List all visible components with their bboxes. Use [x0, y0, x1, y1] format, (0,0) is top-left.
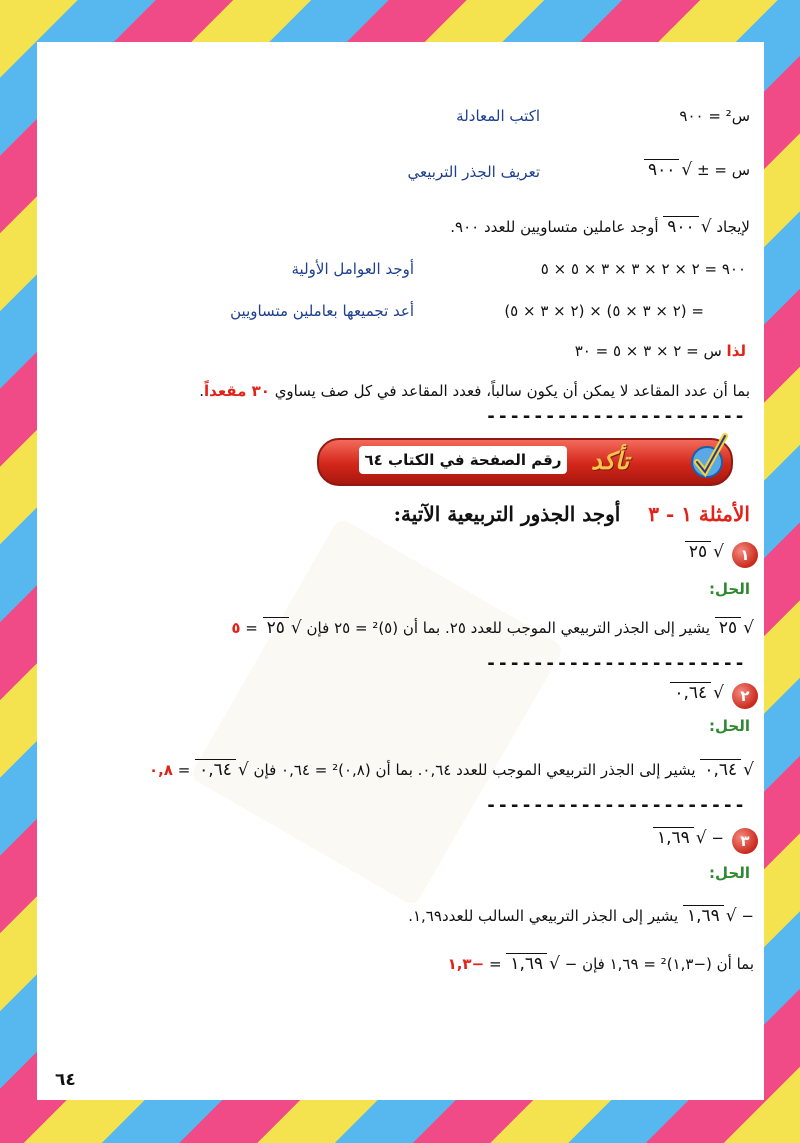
ex2-equals: =: [177, 761, 191, 779]
examples-range: الأمثلة ١ - ٣: [648, 502, 750, 526]
sqrt-icon: √: [695, 828, 707, 848]
sqrt-icon: √: [725, 906, 737, 926]
note-regroup: أعد تجميعها بعاملين متساويين: [230, 302, 414, 320]
example-3-solution-2: [448, 954, 754, 974]
example-number-1: ١: [732, 542, 758, 568]
section-heading: [394, 502, 750, 526]
sqrt-icon: √: [713, 542, 724, 562]
separator: ----------------------: [485, 406, 746, 427]
example-number-2: ٢: [732, 683, 758, 709]
heading-text: أوجد الجذور التربيعية الآتية:: [393, 502, 621, 526]
page-number: ٦٤: [55, 1070, 76, 1090]
ex2-sol-text: يشير إلى الجذر التربيعي الموجب للعدد ٠,٦٤. بما أن (٠,٨)² = ٠,٦٤ فإن: [253, 761, 696, 779]
example-2-solution: [149, 760, 754, 780]
note-prime-factors: أوجد العوامل الأولية: [291, 260, 414, 278]
note-definition: تعريف الجذر التربيعي: [407, 163, 540, 181]
ex1-equals: =: [245, 619, 258, 637]
conclusion-answer: ٣٠ مقعداً: [204, 382, 270, 400]
conclusion-text: بما أن عدد المقاعد لا يمكن أن يكون سالباً، فعدد المقاعد في كل صف يساوي: [274, 382, 750, 400]
solution-label-3: الحل:: [709, 864, 750, 882]
conclusion-line: [199, 382, 750, 400]
ex3-answer: −١,٣: [447, 955, 485, 973]
ex1-answer: ٥: [231, 619, 241, 637]
equation-line-3: [450, 217, 750, 237]
sqrt-icon: √: [743, 618, 754, 638]
example-1-solution: [231, 618, 754, 638]
solution-label-1: الحل:: [709, 580, 750, 598]
line6-eq: س = ٢ × ٣ × ٥ = ٣٠: [574, 342, 722, 360]
separator: ----------------------: [485, 653, 746, 674]
sqrt-icon: √: [743, 760, 754, 780]
sqrt-icon: √: [681, 160, 693, 180]
line3-text: أوجد عاملين متساويين للعدد ٩٠٠.: [450, 218, 659, 236]
book-page-box: رقم الصفحة في الكتاب ٦٤: [359, 446, 567, 474]
separator: ----------------------: [485, 795, 746, 816]
page: [37, 42, 764, 1100]
ex2-radicand: ٠,٦٤: [670, 682, 711, 703]
ex3-sol-text: يشير إلى الجذر التربيعي السالب للعدد١,٦٩.: [408, 907, 679, 925]
ex1-sol-radicand-2: ٢٥: [263, 617, 289, 638]
ex3-sol-radicand: ١,٦٩: [683, 905, 724, 926]
conclusion-end: .: [199, 382, 205, 400]
checkmark-icon: [689, 432, 729, 480]
sqrt-icon: √: [290, 618, 302, 638]
ex3-radicand: ١,٦٩: [653, 827, 694, 848]
ex3-sol2-text: بما أن (−١,٣)² = ١,٦٩ فإن −: [564, 955, 754, 973]
ex1-sol-text: يشير إلى الجذر التربيعي الموجب للعدد ٢٥. بما أن (٥)² = ٢٥ فإن: [306, 619, 711, 637]
sqrt-icon: √: [237, 760, 249, 780]
equation-line-1: س² = ٩٠٠: [679, 107, 750, 125]
example-number-3: ٣: [732, 828, 758, 854]
therefore-label: لذا: [726, 342, 746, 360]
watermark-shape: [189, 517, 564, 907]
eq2-prefix: س = ±: [697, 161, 750, 179]
example-2-problem: [670, 683, 724, 703]
ex3-equals: =: [488, 955, 502, 973]
line3-radicand: ٩٠٠: [663, 216, 698, 237]
ex2-sol-radicand: ٠,٦٤: [700, 759, 741, 780]
line3-prefix: لإيجاد: [716, 218, 750, 236]
example-1-problem: [685, 542, 724, 562]
ex1-radicand: ٢٥: [685, 541, 711, 562]
note-write-equation: اكتب المعادلة: [456, 107, 540, 125]
ex3-sol2-radicand: ١,٦٩: [506, 953, 547, 974]
example-3-problem: [653, 828, 724, 848]
example-3-solution: [408, 906, 754, 926]
banner-title: تأكد: [591, 446, 630, 475]
eq2-radicand: ٩٠٠: [644, 159, 679, 180]
ex1-sol-radicand: ٢٥: [715, 617, 741, 638]
sqrt-icon: √: [713, 683, 724, 703]
equation-line-2: [644, 160, 750, 180]
equation-line-4: ٩٠٠ = ٢ × ٢ × ٣ × ٣ × ٥ × ٥: [540, 260, 746, 278]
ex2-answer: ٠,٨: [148, 761, 173, 779]
ex3-sol-minus: −: [741, 907, 754, 925]
sqrt-icon: √: [549, 954, 560, 974]
solution-label-2: الحل:: [709, 717, 750, 735]
equation-line-5: = (٢ × ٣ × ٥) × (٢ × ٣ × ٥): [504, 302, 704, 320]
ex3-minus: −: [711, 829, 724, 847]
sqrt-icon: √: [700, 217, 712, 237]
equation-line-6: [575, 342, 746, 360]
confirm-banner: [317, 438, 733, 486]
ex2-sol-radicand-2: ٠,٦٤: [195, 759, 236, 780]
